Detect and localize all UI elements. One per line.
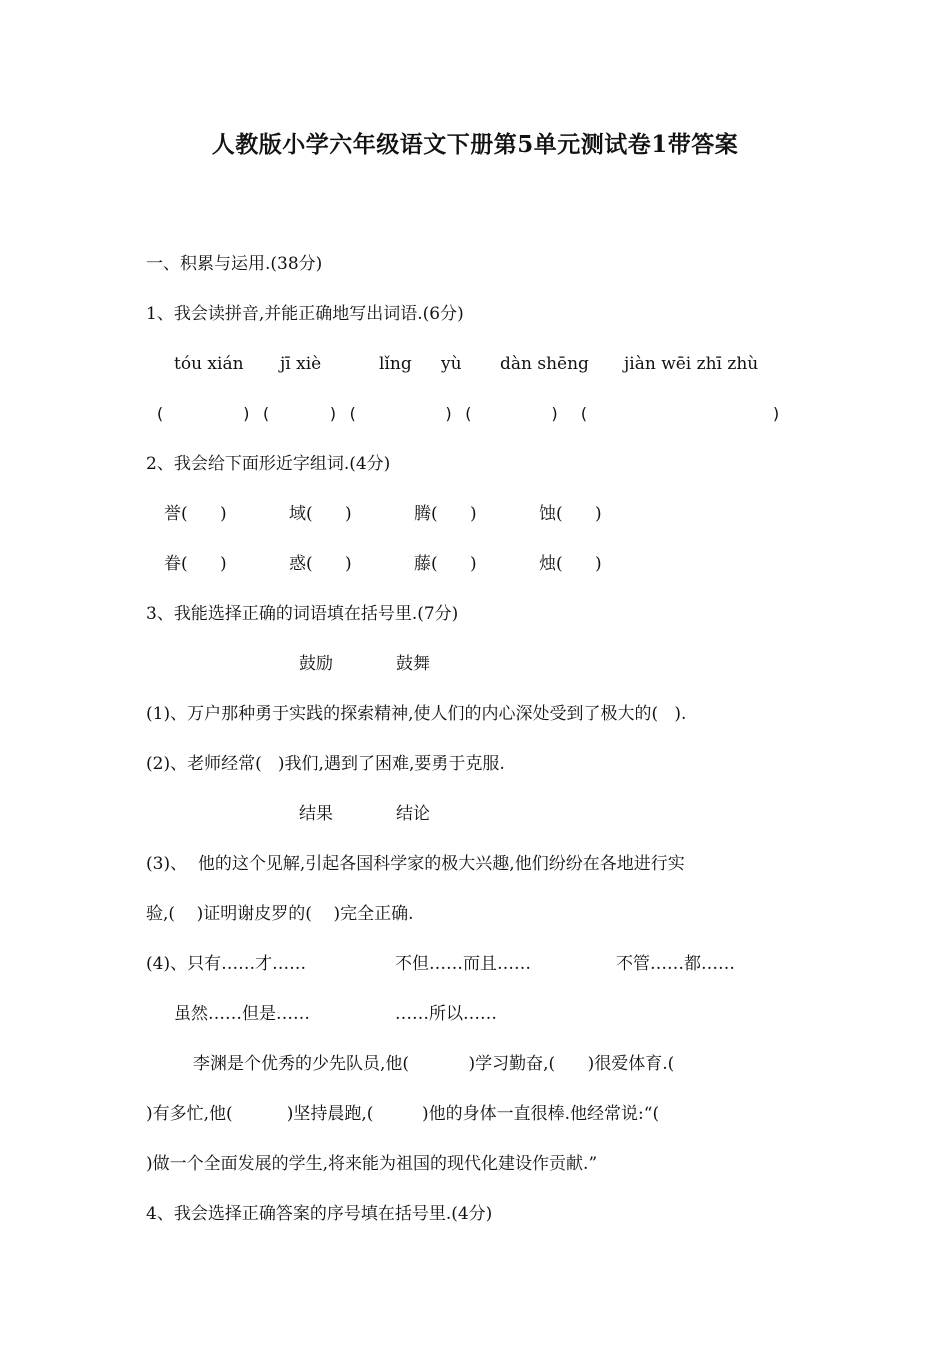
conjunction-label: (4)、只有……才…… <box>146 954 307 974</box>
pinyin-4: yù <box>441 354 462 374</box>
pinyin-1: tóu xián <box>174 354 244 374</box>
char-item: 腾( ) <box>414 504 477 524</box>
char-item: 藤( ) <box>414 554 477 574</box>
pinyin-5: dàn shēng <box>500 354 589 374</box>
section-heading: 一、积累与运用.(38分) <box>146 254 323 274</box>
char-item: 誉( ) <box>164 504 227 524</box>
question-2-heading: 2、我会给下面形近字组词.(4分) <box>146 454 391 474</box>
paragraph-line-3: )做一个全面发展的学生,将来能为祖国的现代化建设作贡献.” <box>146 1154 598 1174</box>
answer-blanks: ( ) ( ) ( ) ( ) ( ) <box>155 404 782 423</box>
pinyin-6: jiàn wēi zhī zhù <box>624 354 759 374</box>
question-4-heading: 4、我会选择正确答案的序号填在括号里.(4分) <box>146 1204 493 1224</box>
question-3-heading: 3、我能选择正确的词语填在括号里.(7分) <box>146 604 459 624</box>
word-option: 结果 <box>299 804 333 824</box>
pinyin-2: jī xiè <box>280 354 322 374</box>
word-option: 鼓励 <box>299 654 333 674</box>
pinyin-3: lǐng <box>379 354 412 374</box>
document-title: 人教版小学六年级语文下册第5单元测试卷1带答案 <box>211 131 739 158</box>
paragraph-line-2: )有多忙,他( )坚持晨跑,( )他的身体一直很棒.他经常说:“( <box>146 1104 660 1124</box>
conjunction-option: 不管……都…… <box>616 954 735 974</box>
sentence-3-line2: 验,( )证明谢皮罗的( )完全正确. <box>146 904 414 924</box>
char-item: 惑( ) <box>289 554 352 574</box>
conjunction-option: 不但……而且…… <box>395 954 531 974</box>
sentence-1: (1)、万户那种勇于实践的探索精神,使人们的内心深处受到了极大的( ). <box>146 704 687 724</box>
sentence-2: (2)、老师经常( )我们,遇到了困难,要勇于克服. <box>146 754 505 774</box>
char-item: 蚀( ) <box>539 504 602 524</box>
conjunction-option: 虽然……但是…… <box>174 1004 310 1024</box>
char-item: 烛( ) <box>539 554 602 574</box>
word-option: 结论 <box>396 804 430 824</box>
paragraph-line-1: 李渊是个优秀的少先队员,他( )学习勤奋,( )很爱体育.( <box>193 1054 675 1074</box>
word-option: 鼓舞 <box>396 654 430 674</box>
conjunction-option: ……所以…… <box>395 1004 497 1024</box>
sentence-3-line1: (3)、 他的这个见解,引起各国科学家的极大兴趣,他们纷纷在各地进行实 <box>146 854 685 874</box>
char-item: 域( ) <box>289 504 352 524</box>
char-item: 眷( ) <box>164 554 227 574</box>
question-1-heading: 1、我会读拼音,并能正确地写出词语.(6分) <box>146 304 464 324</box>
